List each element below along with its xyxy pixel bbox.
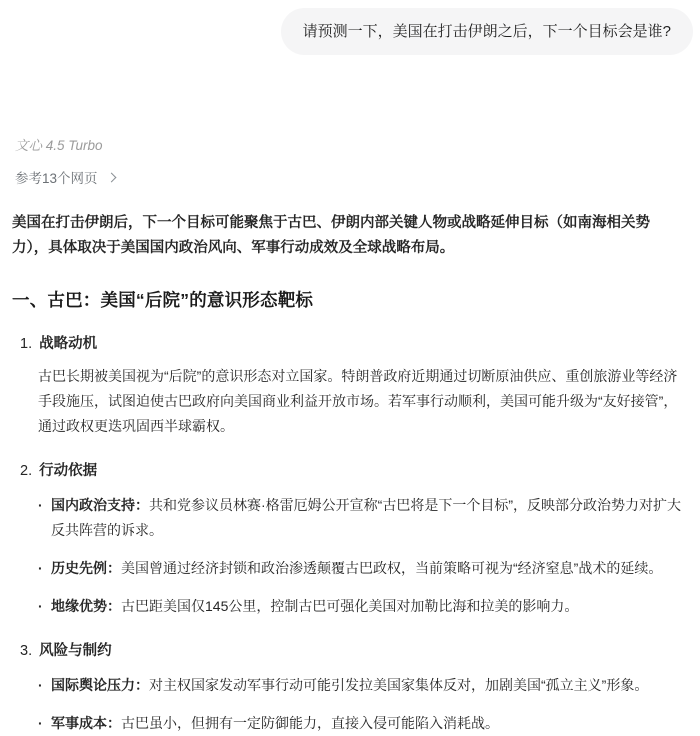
bullet-label: 历史先例： [51,560,121,576]
bullet-text: 共和党参议员林赛·格雷厄姆公开宣称“古巴将是下一个目标”，反映部分政治势力对扩大反共阵营的诉求。 [51,497,681,538]
list-item-body: 古巴长期被美国视为“后院”的意识形态对立国家。特朗普政府近期通过切断原油供应、重创旅游业等经济手段施压，试图迫使古巴政府向美国商业利益开放市场。若军事行动顺利，美国可能升级为“友好接管”，通过政权更迭巩固西半球霸权。 [38,368,678,434]
answer-intro: 美国在打击伊朗后，下一个目标可能聚焦于古巴、伊朗内部关键人物或战略延伸目标（如南海相关势力），具体取决于美国国内政治风向、军事行动成效及全球战略布局。 [12,215,650,256]
list-item-title [20,459,700,480]
bullet-text: 古巴距美国仅145公里，控制古巴可强化美国对加勒比海和拉美的影响力。 [121,598,579,614]
bullet-label: 军事成本： [51,715,121,731]
section-heading: 一、古巴：美国“后院”的意识形态靶标 [12,290,314,310]
references-link[interactable] [15,167,115,187]
bullet-item [38,711,692,736]
list-item-title [20,332,700,353]
user-message-bubble: 请预测一下，美国在打击伊朗之后，下一个目标会是谁? [281,8,693,55]
bullet-item [38,493,692,543]
bullet-text: 对主权国家发动军事行动可能引发拉美国家集体反对，加剧美国“孤立主义”形象。 [149,677,649,693]
bullet-text: 古巴虽小，但拥有一定防御能力，直接入侵可能陷入消耗战。 [121,715,499,731]
list-item-number: 3. [20,643,33,659]
bullet-label: 国际舆论压力： [51,677,149,693]
list-item-number: 2. [20,463,33,479]
list-item-label: 行动依据 [39,463,98,479]
user-message-row [0,0,700,55]
answer-list [12,332,700,736]
chevron-right-icon [106,173,116,183]
bullet-label: 地缘优势： [51,598,121,614]
list-item-label: 战略动机 [39,336,98,352]
bullet-label: 国内政治支持： [51,497,149,513]
bullet-item [38,673,692,698]
model-name: 文心 4.5 Turbo [15,138,103,153]
references-label: 参考13个网页 [15,171,98,186]
list-item-label: 风险与制约 [39,643,112,659]
list-item-number: 1. [20,336,33,352]
bullet-text: 美国曾通过经济封锁和政治渗透颠覆古巴政权，当前策略可视为“经济窒息”战术的延续。 [121,560,663,576]
list-item-title [20,639,700,660]
bullet-item [38,594,692,619]
bullet-item [38,556,692,581]
